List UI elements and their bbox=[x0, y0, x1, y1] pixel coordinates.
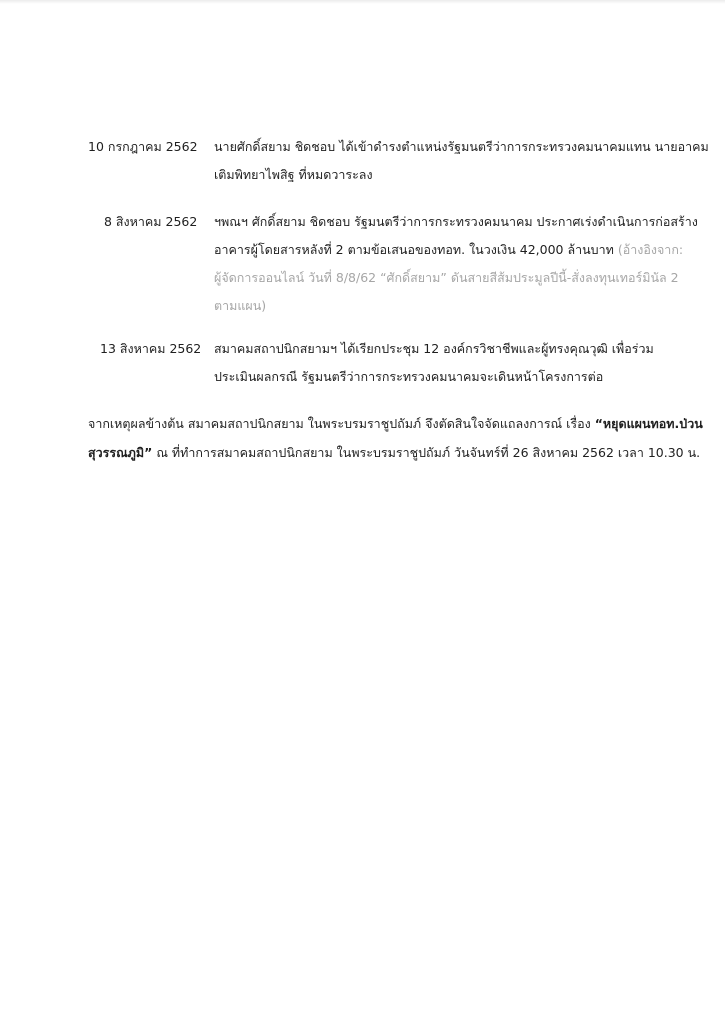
reference-note: ผู้จัดการออนไลน์ วันที่ 8/8/62 “ศักดิ์สยาม” ดันสายสีส้มประมูลปีนี้-สั่งลงทุนเทอร์มินัล 2 bbox=[214, 270, 679, 285]
entry-date: 10 กรกฎาคม 2562 bbox=[88, 139, 198, 154]
entry-line: ฯพณฯ ศักดิ์สยาม ชิดชอบ รัฐมนตรีว่าการกระทรวงคมนาคม ประกาศเร่งดำเนินการก่อสร้าง bbox=[214, 214, 698, 229]
conclusion-text: ณ ที่ทำการสมาคมสถาปนิกสยาม ในพระบรมราชูปถัมภ์ วันจันทร์ที่ 26 สิงหาคม 2562 เวลา 10.30 น. bbox=[156, 445, 701, 460]
conclusion-line bbox=[88, 438, 701, 467]
entry-line-main: อาคารผู้โดยสารหลังที่ 2 ตามข้อเสนอของทอท. ในวงเงิน 42,000 ล้านบาท bbox=[214, 242, 614, 257]
reference-note: (อ้างอิงจาก: bbox=[617, 242, 684, 257]
entry-line: นายศักดิ์สยาม ชิดชอบ ได้เข้าดำรงตำแหน่งรัฐมนตรีว่าการกระทรวงคมนาคมแทน นายอาคม bbox=[214, 139, 709, 154]
statement-title: “หยุดแผนทอท.ป่วน bbox=[594, 416, 703, 431]
entry-text bbox=[214, 335, 654, 391]
entry-line: เติมพิทยาไพสิฐ ที่หมดวาระลง bbox=[214, 167, 373, 182]
entry-line bbox=[214, 236, 684, 264]
entry-date: 8 สิงหาคม 2562 bbox=[104, 214, 198, 229]
entry-line: สมาคมสถาปนิกสยามฯ ได้เรียกประชุม 12 องค์กรวิชาชีพและผู้ทรงคุณวุฒิ เพื่อร่วม bbox=[214, 341, 654, 356]
entry-text bbox=[214, 208, 698, 320]
statement-title: สุวรรณภูมิ” bbox=[88, 445, 153, 460]
conclusion-text: จากเหตุผลข้างต้น สมาคมสถาปนิกสยาม ในพระบรมราชูปถัมภ์ จึงตัดสินใจจัดแถลงการณ์ เรื่อง bbox=[88, 416, 591, 431]
scan-edge bbox=[0, 0, 725, 4]
entry-text bbox=[214, 133, 709, 189]
conclusion-line bbox=[88, 409, 703, 438]
entry-date: 13 สิงหาคม 2562 bbox=[100, 341, 202, 356]
reference-note: ตามแผน) bbox=[214, 298, 267, 313]
conclusion-paragraph bbox=[88, 409, 703, 467]
entry-line: ประเมินผลกรณี รัฐมนตรีว่าการกระทรวงคมนาคมจะเดินหน้าโครงการต่อ bbox=[214, 369, 604, 384]
